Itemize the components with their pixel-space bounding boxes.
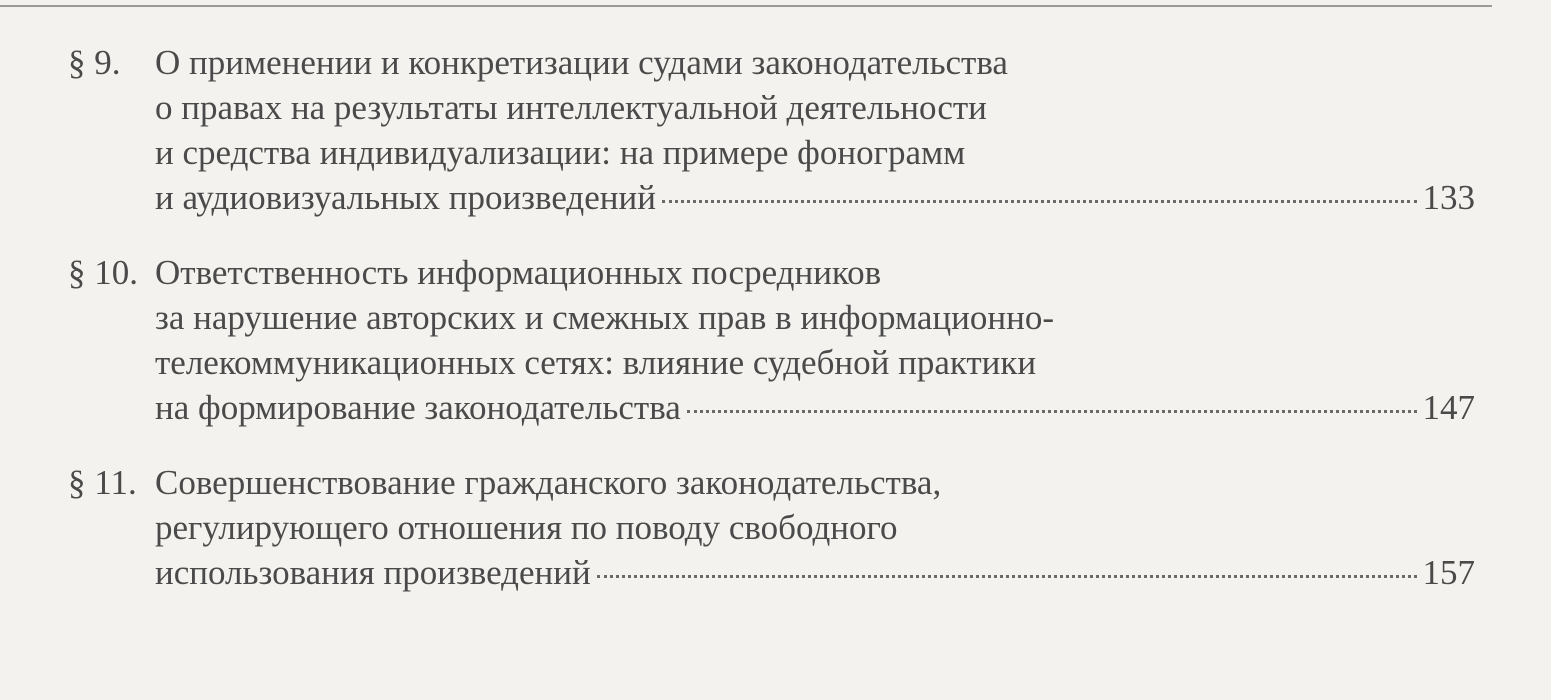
dot-leader: [687, 410, 1417, 413]
entry-number: § 9.: [68, 43, 121, 82]
entry-last-line: [155, 385, 1475, 430]
entry-title-line: о правах на результаты интеллектуальной деятельности: [155, 88, 987, 127]
page-number: 157: [1422, 553, 1475, 592]
entry-title-line: телекоммуникационных сетях: влияние судебной практики: [155, 343, 1037, 382]
entry-title-line: регулирующего отношения по поводу свободного: [155, 508, 898, 547]
entry-title-line: за нарушение авторских и смежных прав в информационно-: [155, 298, 1055, 337]
page-number: 133: [1422, 178, 1475, 217]
entry-title-line: Ответственность информационных посредников: [155, 253, 882, 292]
entry-number: § 11.: [68, 463, 137, 502]
entry-title-line: Совершенствование гражданского законодательства,: [155, 463, 942, 502]
entry-last-line: [155, 175, 1475, 220]
entry-title-line: и аудиовизуальных произведений: [155, 178, 656, 217]
entry-last-line: [155, 550, 1475, 595]
entry-title-line: и средства индивидуализации: на примере фонограмм: [155, 133, 966, 172]
dot-leader: [662, 200, 1417, 203]
entry-title-line: О применении и конкретизации судами законодательства: [155, 43, 1008, 82]
dot-leader: [597, 575, 1417, 578]
entry-title-line: использования произведений: [155, 553, 591, 592]
entry-title-line: на формирование законодательства: [155, 388, 681, 427]
entry-number: § 10.: [68, 253, 138, 292]
page-number: 147: [1422, 388, 1475, 427]
